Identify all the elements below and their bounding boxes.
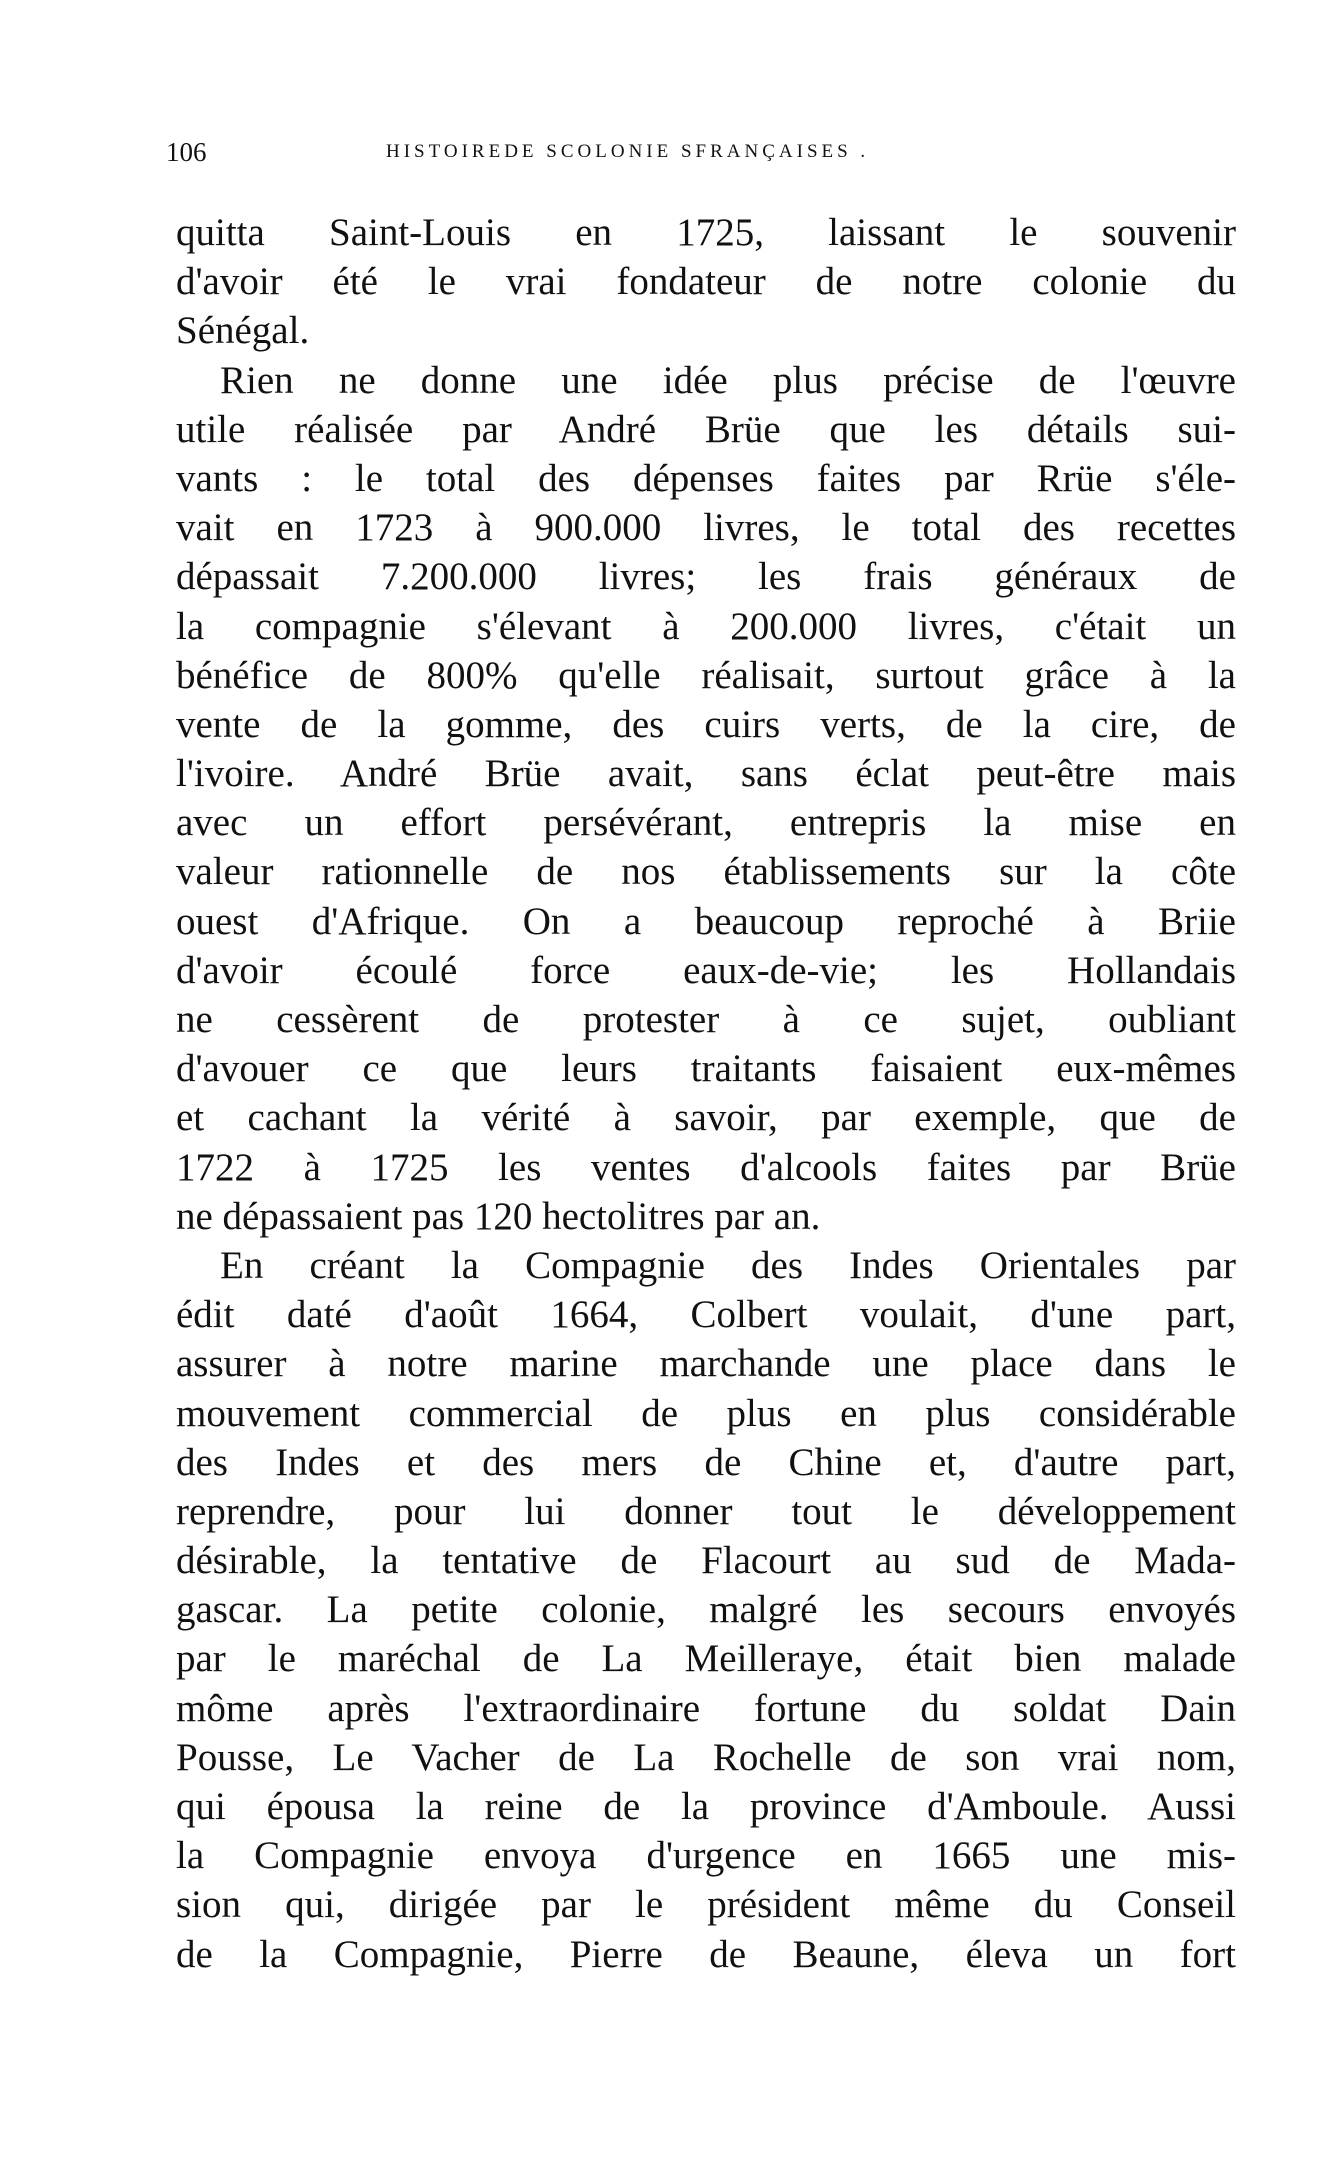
text-line: utile réalisée par André Brüe que les détails sui- — [176, 407, 1236, 451]
text-line: quitta Saint-Louis en 1725, laissant le souvenir — [176, 211, 1236, 254]
text-line: mouvement commercial de plus en plus considérable — [176, 1391, 1236, 1435]
text-line: reprendre, pour lui donner tout le développement — [176, 1489, 1236, 1533]
text-line: valeur rationnelle de nos établissements sur la côte — [176, 850, 1236, 894]
text-line: qui épousa la reine de la province d'Amboule. Aussi — [176, 1785, 1236, 1828]
text-line: vait en 1723 à 900.000 livres, le total des recettes — [176, 506, 1236, 550]
text-line: En créant la Compagnie des Indes Orientales par — [220, 1243, 1236, 1287]
text-line: et cachant la vérité à savoir, par exemple, que de — [176, 1096, 1236, 1140]
text-line: d'avoir écoulé force eaux-de-vie; les Hollandais — [176, 948, 1236, 992]
text-line: Rien ne donne une idée plus précise de l'œuvre — [220, 358, 1236, 402]
text-line: assurer à notre marine marchande une place dans le — [176, 1342, 1236, 1386]
text-line: désirable, la tentative de Flacourt au sud de Mada- — [176, 1539, 1236, 1583]
text-line: môme après l'extraordinaire fortune du soldat Dain — [176, 1686, 1236, 1730]
text-line: dépassait 7.200.000 livres; les frais généraux de — [176, 555, 1236, 599]
text-line: par le maréchal de La Meilleraye, était bien malade — [176, 1637, 1236, 1681]
text-line: sion qui, dirigée par le président même du Conseil — [176, 1883, 1236, 1927]
text-line: la Compagnie envoya d'urgence en 1665 une mis- — [176, 1834, 1236, 1878]
page-header — [166, 132, 1016, 172]
text-line: avec un effort persévérant, entrepris la mise en — [176, 801, 1236, 845]
text-line: Pousse, Le Vacher de La Rochelle de son vrai nom, — [176, 1735, 1236, 1779]
text-line: édit daté d'août 1664, Colbert voulait, d'une part, — [176, 1293, 1236, 1337]
text-line: la compagnie s'élevant à 200.000 livres, c'était un — [176, 604, 1236, 648]
text-line: d'avoir été le vrai fondateur de notre colonie du — [176, 260, 1236, 304]
text-line: de la Compagnie, Pierre de Beaune, éleva un fort — [176, 1932, 1236, 1976]
text-line: des Indes et des mers de Chine et, d'autre part, — [176, 1440, 1236, 1484]
text-line: ne cessèrent de protester à ce sujet, oubliant — [176, 998, 1236, 1041]
text-line: ne dépassaient pas 120 hectolitres par an. — [176, 1194, 821, 1238]
text-line: vente de la gomme, des cuirs verts, de la cire, de — [176, 702, 1236, 746]
text-line: gascar. La petite colonie, malgré les secours envoyés — [176, 1588, 1236, 1632]
text-line: vants : le total des dépenses faites par Rrüe s'éle- — [176, 456, 1236, 500]
text-line: 1722 à 1725 les ventes d'alcools faites par Brüe — [176, 1145, 1236, 1189]
page-number: 106 — [166, 137, 207, 167]
text-line: bénéfice de 800% qu'elle réalisait, surtout grâce à la — [176, 653, 1236, 697]
running-title: HISTOIREDE SCOLONIE SFRANÇAISES . — [386, 141, 870, 162]
text-line: d'avouer ce que leurs traitants faisaient eux-mêmes — [176, 1047, 1236, 1091]
text-line: ouest d'Afrique. On a beaucoup reproché à Briie — [176, 899, 1236, 943]
text-line: Sénégal. — [176, 309, 310, 353]
body-text — [176, 208, 1236, 1979]
text-line: l'ivoire. André Brüe avait, sans éclat peut-être mais — [176, 752, 1236, 796]
